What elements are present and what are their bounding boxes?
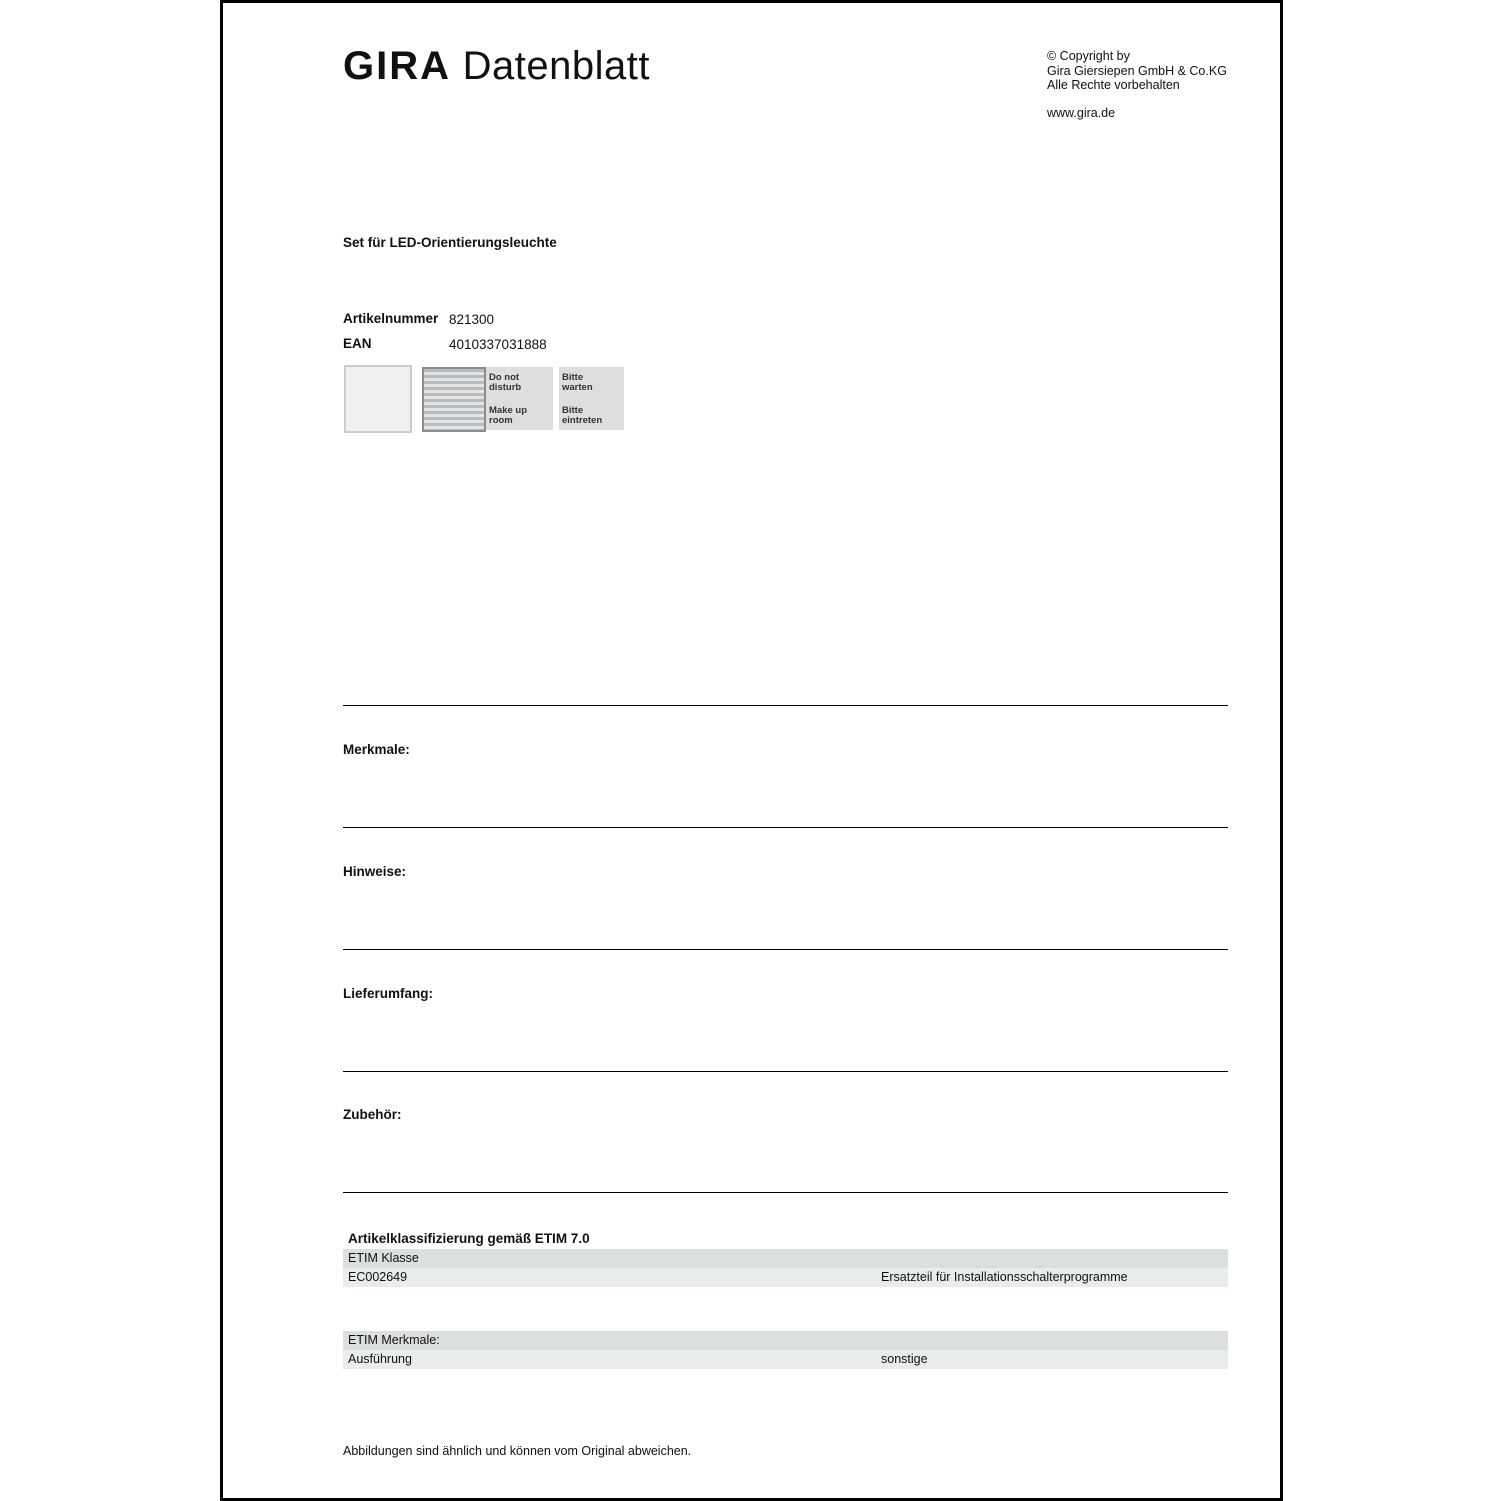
- ean-label: EAN: [343, 336, 372, 351]
- product-image-bitte-warten: Bitte warten Bitte eintreten: [559, 367, 624, 430]
- product-image-louvre: [422, 367, 486, 432]
- article-label: Artikelnummer: [343, 311, 439, 326]
- ean-value: 4010337031888: [449, 337, 547, 352]
- divider: [343, 1071, 1228, 1072]
- product-image-plain: [344, 365, 412, 433]
- divider: [343, 705, 1228, 706]
- etim-feature-row: Ausführung sonstige: [343, 1350, 1228, 1369]
- section-hinweise: Hinweise:: [343, 864, 407, 879]
- divider: [343, 949, 1228, 950]
- etim-features-header: ETIM Merkmale:: [343, 1331, 1228, 1350]
- copyright: © Copyright by Gira Giersiepen GmbH & Co.KG Alle Rechte vorbehalten: [1047, 49, 1227, 92]
- product-image-do-not-disturb: Do not disturb Make up room: [486, 367, 553, 430]
- etim-class-row: EC002649 Ersatzteil für Installationsschalterprogramme: [343, 1268, 1228, 1287]
- section-lieferumfang: Lieferumfang:: [343, 986, 434, 1001]
- product-title: Set für LED-Orientierungsleuchte: [343, 235, 557, 250]
- divider: [343, 1192, 1228, 1193]
- etim-title: Artikelklassifizierung gemäß ETIM 7.0: [348, 1231, 590, 1246]
- section-merkmale: Merkmale:: [343, 742, 410, 757]
- article-number: 821300: [449, 312, 495, 327]
- footer-note: Abbildungen sind ähnlich und können vom Original abweichen.: [343, 1444, 692, 1458]
- etim-class-header: ETIM Klasse: [343, 1249, 1228, 1268]
- divider: [343, 827, 1228, 828]
- gira-logo: GIRA Datenblatt: [343, 44, 650, 88]
- website-link[interactable]: www.gira.de: [1047, 106, 1116, 120]
- section-zubehoer: Zubehör:: [343, 1107, 402, 1122]
